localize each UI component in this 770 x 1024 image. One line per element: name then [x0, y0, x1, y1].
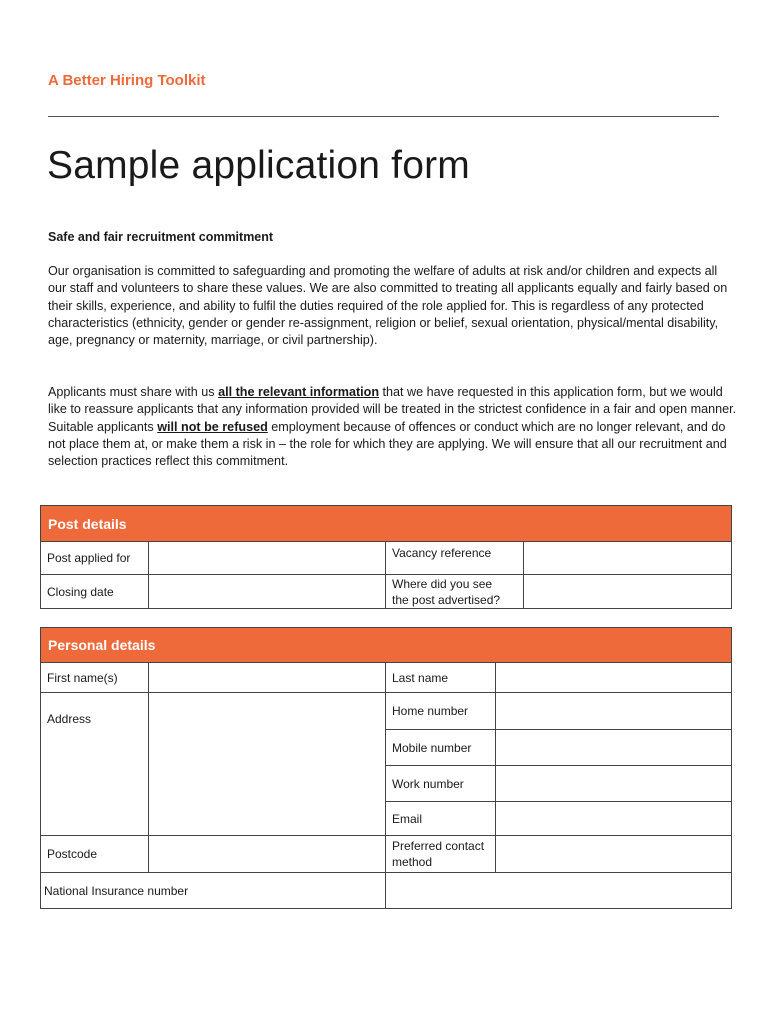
work-number-input[interactable] — [496, 766, 731, 802]
post-details-grid — [41, 541, 731, 608]
personal-details-heading: Personal details — [41, 628, 731, 662]
vacancy-reference-input[interactable] — [524, 542, 731, 575]
closing-date-input[interactable] — [149, 575, 386, 609]
commitment-heading: Safe and fair recruitment commitment — [48, 230, 274, 244]
personal-details-grid — [41, 662, 731, 908]
preferred-contact-label: Preferred contact method — [386, 836, 496, 873]
post-applied-for-label: Post applied for — [41, 542, 149, 575]
preferred-contact-input[interactable] — [496, 836, 731, 873]
where-advertised-label: Where did you see the post advertised? — [386, 575, 524, 609]
home-number-label: Home number — [386, 693, 496, 730]
where-advertised-input[interactable] — [524, 575, 731, 609]
ni-number-input[interactable] — [386, 873, 731, 909]
first-names-input[interactable] — [149, 663, 386, 693]
mobile-number-input[interactable] — [496, 730, 731, 766]
page-title: Sample application form — [47, 144, 470, 187]
email-label: Email — [386, 802, 496, 836]
brand-title: A Better Hiring Toolkit — [48, 72, 206, 89]
mobile-number-label: Mobile number — [386, 730, 496, 766]
first-names-label: First name(s) — [41, 663, 149, 693]
paragraph-2-text-b: that we have requested in this application form, but we would like to reassure applicants that any information provided will be treated in the strictest confidence in a fair and open manner. Suitable applicants — [48, 385, 737, 434]
home-number-input[interactable] — [496, 693, 731, 730]
paragraph-2-text-c: employment because of offences or conduct which are no longer relevant, and do not place them at, or make them a risk in – the role for which they are applying. We will ensure that all our recruitment and selection practices reflect this commitment. — [48, 419, 727, 469]
last-name-label: Last name — [386, 663, 496, 693]
personal-details-section — [40, 627, 732, 909]
address-input[interactable] — [149, 693, 386, 836]
paragraph-2-text-a: Applicants must share with us — [48, 385, 219, 399]
post-details-heading: Post details — [41, 506, 731, 541]
commitment-paragraph-1: Our organisation is committed to safeguarding and promoting the welfare of adults at risk and/or children and expects all our staff and volunteers to share these values. We are also committed to treating all applicants equally and fairly based on their skills, experience, and ability to fulfil the duties required of the role applied for. This is regardless of any protected characteristics (ethnicity, gender or gender re-assignment, religion or belief, sexual orientation, physical/mental disability, age, pregnancy or maternity, marriage, or civil partnership). — [48, 264, 728, 348]
post-details-section — [40, 505, 732, 609]
header-divider — [48, 116, 719, 117]
closing-date-label: Closing date — [41, 575, 149, 609]
address-label: Address — [41, 693, 149, 836]
emphasis-not-refused: will not be refused — [157, 419, 268, 434]
last-name-input[interactable] — [496, 663, 731, 693]
commitment-paragraph-2 — [48, 384, 738, 470]
emphasis-relevant-information: all the relevant information — [218, 385, 380, 399]
email-input[interactable] — [496, 802, 731, 836]
vacancy-reference-label: Vacancy reference — [386, 542, 524, 575]
postcode-input[interactable] — [149, 836, 386, 873]
post-applied-for-input[interactable] — [149, 542, 386, 575]
work-number-label: Work number — [386, 766, 496, 802]
postcode-label: Postcode — [41, 836, 149, 873]
ni-number-label: National Insurance number — [41, 873, 386, 909]
